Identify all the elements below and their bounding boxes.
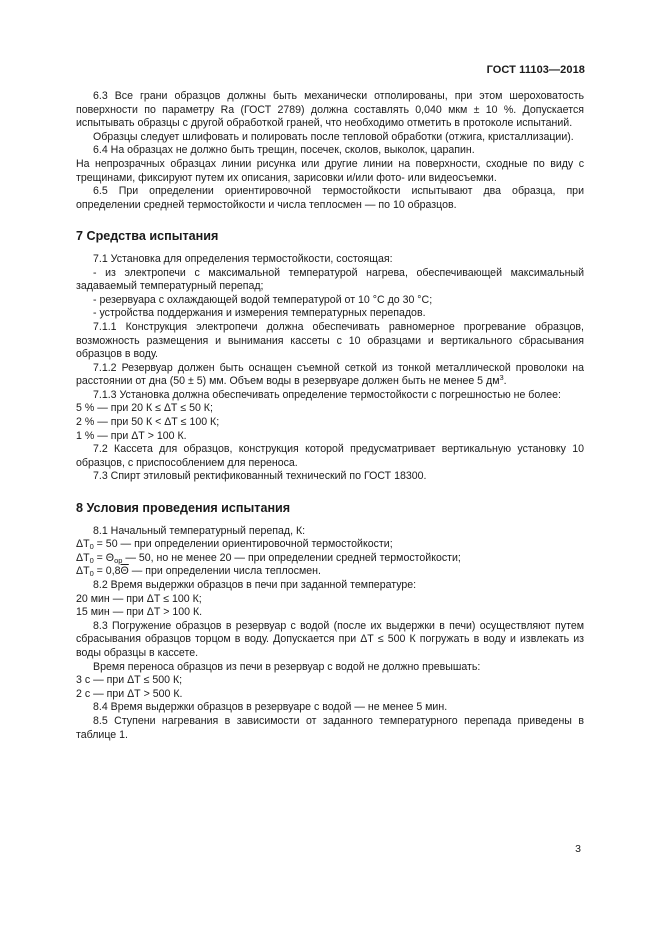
section-7-heading: 7 Средства испытания [76, 229, 219, 244]
page-number: 3 [575, 843, 581, 855]
delta-t-subscript: 0 [89, 569, 94, 579]
delta-t-line-3-text: — при определении числа теплосмен. [128, 565, 321, 578]
document-id-header: ГОСТ 11103—2018 [486, 64, 585, 76]
tolerance-line-2: 2 % — при 50 К < ΔТ ≤ 100 К; [76, 416, 220, 429]
clause-7-1-item-a: - из электропечи с максимальной температурой нагрева, обеспечивающей максимальный задаваемый температурный перепад; [76, 266, 584, 293]
clause-8-2: 8.2 Время выдержки образцов в печи при заданной температуре: [93, 579, 417, 591]
delta-t-line-3 [76, 565, 584, 579]
document-body [76, 90, 584, 742]
delta-t-symbol: ΔT [76, 551, 90, 564]
section-8-heading: 8 Условия проведения испытания [76, 501, 291, 516]
time-line-2: 15 мин — при ΔТ > 100 К. [76, 606, 203, 619]
delta-t-line-3-coef: = 0,8 [93, 565, 121, 578]
clause-6-5: 6.5 При определении ориентировочной термостойкости испытывают два образца, при определении средней термостойкости и числа теплосмен — по 10 образцов. [76, 185, 584, 211]
clause-7-3: 7.3 Спирт этиловый ректификованный технический по ГОСТ 18300. [93, 470, 427, 483]
clause-7-1-2-sup: 3 [499, 373, 504, 383]
clause-8-3-note: Время переноса образцов из печи в резервуар с водой не должно превышать: [93, 660, 481, 673]
time-line-1: 20 мин — при ΔТ ≤ 100 К; [76, 592, 202, 605]
clause-6-4: 6.4 На образцах не должно быть трещин, посечек, сколов, выколок, царапин. [93, 144, 475, 157]
clause-7-1-item-b: - резервуара с охлаждающей водой температурой от 10 °С до 30 °С; [93, 293, 433, 306]
clause-7-1-3: 7.1.3 Установка должна обеспечивать определение термостойкости с погрешностью не более: [93, 388, 561, 401]
tolerance-line-1: 5 % — при 20 К ≤ ΔТ ≤ 50 К; [76, 402, 213, 415]
delta-t-subscript: 0 [89, 542, 94, 552]
clause-7-1-2 [76, 362, 584, 389]
clause-7-1: 7.1 Установка для определения термостойкости, состоящая: [93, 252, 393, 265]
clause-7-1-1: 7.1.1 Конструкция электропечи должна обеспечивать равномерное прогревание образцов, возможность размещения и вынимания кассеты с 10 образцами и вертикального сбрасывания образцов в воду. [76, 320, 584, 361]
delta-t-symbol: ΔT [76, 538, 90, 551]
transfer-line-1: 3 с — при ΔТ ≤ 500 К; [76, 674, 183, 687]
transfer-line-2: 2 с — при ΔТ > 500 К. [76, 687, 183, 700]
theta-overline: $\overline{\Theta}$ [120, 565, 129, 578]
delta-t-subscript: 0 [89, 555, 94, 565]
clause-7-1-2-end: . [503, 375, 507, 388]
clause-6-3: 6.3 Все грани образцов должны быть механически отполированы, при этом шероховатость поверхности по параметру Ra (ГОСТ 2789) должна составлять 0,040 мкм ± 10 %. Допускается испытывать образцы с другой обработкой граней, что необходимо отметить в протоколе испытаний. [76, 90, 584, 130]
delta-t-line-2 [76, 552, 584, 566]
delta-t-line-2-theta: = Θ [93, 551, 115, 564]
delta-t-line-1 [76, 538, 584, 552]
clause-7-1-2-text: 7.1.2 Резервуар должен быть оснащен съемной сеткой из тонкой металлической проволоки на расстоянии от дна (50 ± 5) мм. Объем воды в резервуаре должен быть не менее 5 дм [76, 361, 584, 388]
tolerance-line-3: 1 % — при ΔТ > 100 К. [76, 429, 187, 442]
clause-8-4: 8.4 Время выдержки образцов в резервуаре с водой — не менее 5 мин. [93, 701, 448, 714]
delta-t-line-2-text: — 50, но не менее 20 — при определении средней термостойкости; [122, 551, 461, 564]
delta-t-symbol: ΔT [76, 565, 90, 578]
delta-t-line-1-text: = 50 — при определении ориентировочной термостойкости; [93, 538, 393, 551]
clause-8-1: 8.1 Начальный температурный перепад, К: [93, 524, 306, 537]
clause-7-2: 7.2 Кассета для образцов, конструкция которой предусматривает вертикальную установку 10 образцов, с приспособлением для переноса. [76, 443, 584, 469]
clause-6-3-note: Образцы следует шлифовать и полировать после тепловой обработки (отжига, кристаллизации). [93, 130, 574, 143]
clause-8-5: 8.5 Ступени нагревания в зависимости от заданного температурного перепада приведены в таблице 1. [76, 714, 584, 741]
clause-6-4-note: На непрозрачных образцах линии рисунка или другие линии на поверхности, сходные по виду с трещинами, фиксируют путем их описания, зарисовки и/или фото- или видеосъемки. [76, 157, 584, 184]
clause-7-1-item-c: - устройства поддержания и измерения температурных перепадов. [93, 307, 426, 320]
theta-subscript: ор [114, 555, 123, 565]
clause-8-3: 8.3 Погружение образцов в резервуар с водой (после их выдержки в печи) осуществляют путем сбрасывания образцов торцом в воду. Допускается при ΔТ ≤ 500 К погружать в воду и извлекать из воды образцы в кассете. [76, 619, 584, 659]
